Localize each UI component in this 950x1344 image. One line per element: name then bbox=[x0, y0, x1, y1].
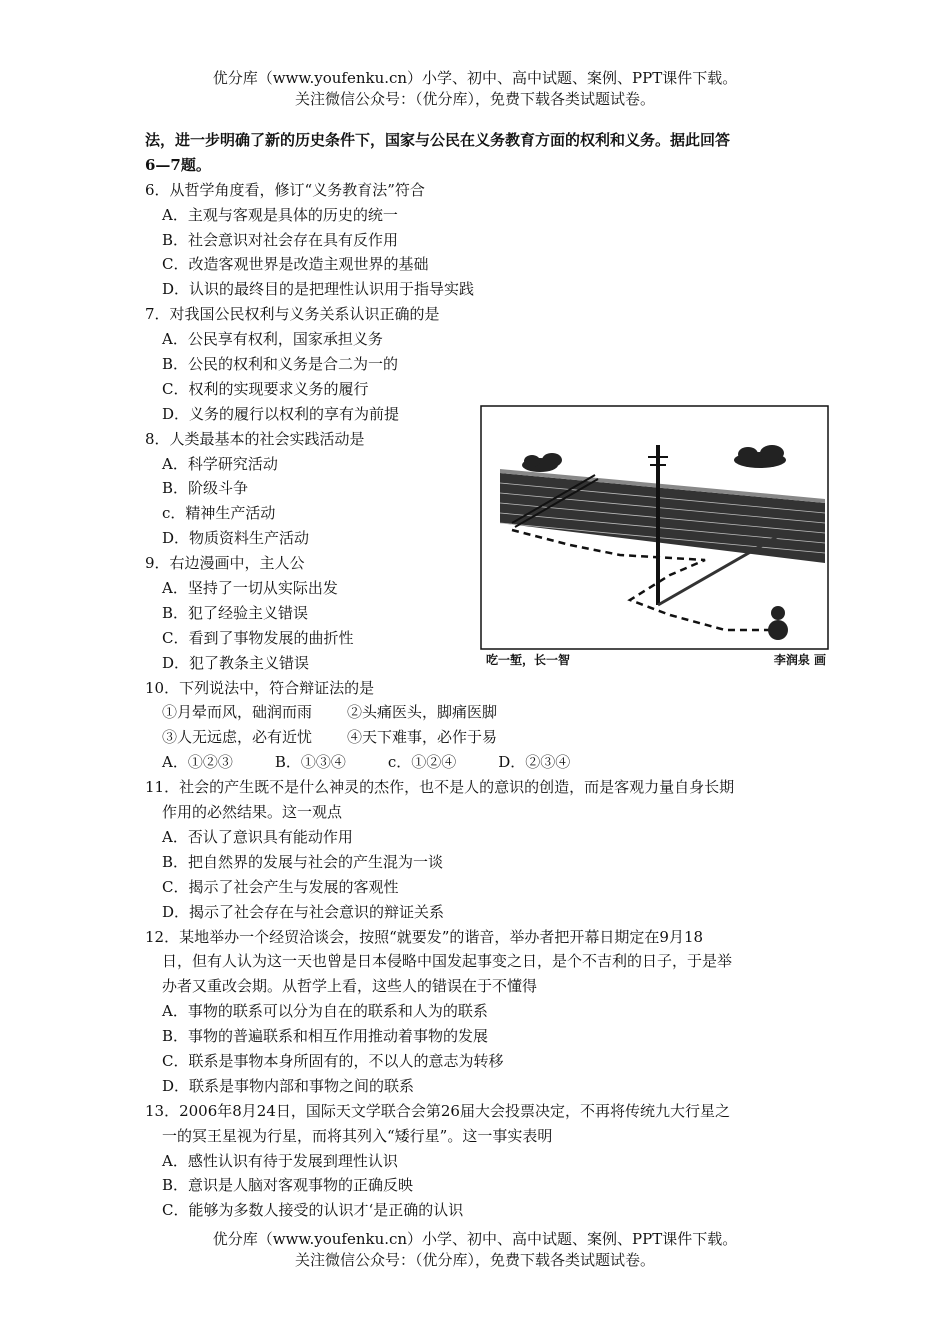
q13-stem-2: 一的冥王星视为行星，而将其列入“矮行星”。这一事实表明 bbox=[162, 1126, 553, 1145]
q10-option-d: D．②③④ bbox=[498, 753, 571, 772]
q10-options bbox=[145, 750, 815, 775]
q7-option-d: D．义务的履行以权利的享有为前提 bbox=[162, 404, 400, 423]
q9-option-b: B．犯了经验主义错误 bbox=[162, 603, 309, 622]
footer-line-2: 关注微信公众号：（优分库），免费下载各类试题试卷。 bbox=[294, 1251, 655, 1269]
q12-stem-1: 12．某地举办一个经贸洽谈会，按照“就要发”的谐音，举办者把开幕日期定在9月18 bbox=[145, 927, 704, 946]
cartoon-caption: 吃一堑，长一智 bbox=[486, 653, 571, 667]
q10-item-1: ①月晕而风，础润而雨 bbox=[162, 703, 313, 722]
q11-stem-1: 11．社会的产生既不是什么神灵的杰作，也不是人的意识的创造，而是客观力量自身长期 bbox=[145, 778, 735, 797]
q11-stem-2: 作用的必然结果。这一观点 bbox=[162, 803, 343, 822]
q12-stem-3: 办者又重改会期。从哲学上看，这些人的错误在于不懂得 bbox=[162, 977, 538, 996]
intro-line-1: 法，进一步明确了新的历史条件下，国家与公民在义务教育方面的权利和义务。据此回答 bbox=[145, 131, 731, 149]
cartoon-drawing bbox=[480, 405, 830, 650]
q9-option-c: C．看到了事物发展的曲折性 bbox=[162, 628, 354, 647]
q10-item-2: ②头痛医头，脚痛医脚 bbox=[347, 703, 498, 722]
q12-option-c: C．联系是事物本身所固有的，不以人的意志为转移 bbox=[162, 1051, 504, 1070]
q12-stem-2: 日，但有人认为这一天也曾是日本侵略中国发起事变之日，是个不吉利的日子，于是举 bbox=[162, 952, 733, 971]
q10-item-3: ③人无远虑，必有近忧 bbox=[162, 728, 313, 747]
q6-option-b: B．社会意识对社会存在具有反作用 bbox=[162, 230, 399, 249]
q8-stem: 8．人类最基本的社会实践活动是 bbox=[145, 429, 365, 448]
q13-option-c: C．能够为多数人接受的认识才‘是正确的认识 bbox=[162, 1201, 464, 1220]
q6-option-d: D．认识的最终目的是把理性认识用于指导实践 bbox=[162, 280, 475, 299]
q6-stem: 6．从哲学角度看，修订“义务教育法”符合 bbox=[145, 180, 425, 199]
q11-option-a: A．否认了意识具有能动作用 bbox=[162, 827, 353, 846]
q11-option-d: D．揭示了社会存在与社会意识的辩证关系 bbox=[162, 902, 445, 921]
q13-stem-1: 13．2006年8月24日，国际天文学联合会第26届大会投票决定，不再将传统九大行星之 bbox=[145, 1101, 730, 1120]
q6-option-a: A．主观与客观是具体的历史的统一 bbox=[162, 205, 398, 224]
q13-option-a: A．感性认识有待于发展到理性认识 bbox=[162, 1151, 398, 1170]
q8-option-c: c．精神生产活动 bbox=[162, 504, 276, 523]
q7-option-b: B．公民的权利和义务是合二为一的 bbox=[162, 355, 399, 374]
q10-option-b: B．①③④ bbox=[274, 753, 346, 772]
q12-option-a: A．事物的联系可以分为自在的联系和人为的联系 bbox=[162, 1002, 488, 1021]
footer-line-1: 优分库（www.youfenku.cn）小学、初中、高中试题、案例、PPT课件下载。 bbox=[212, 1230, 738, 1248]
q10-item-4: ④天下难事，必作于易 bbox=[347, 728, 498, 747]
page-footer bbox=[0, 1229, 950, 1271]
q7-option-a: A．公民享有权利，国家承担义务 bbox=[162, 330, 383, 349]
q10-stem: 10．下列说法中，符合辩证法的是 bbox=[145, 678, 375, 697]
q11-option-b: B．把自然界的发展与社会的产生混为一谈 bbox=[162, 852, 444, 871]
q11-option-c: C．揭示了社会产生与发展的客观性 bbox=[162, 877, 399, 896]
q8-option-b: B．阶级斗争 bbox=[162, 479, 249, 498]
page-header bbox=[0, 68, 950, 110]
q12-option-d: D．联系是事物内部和事物之间的联系 bbox=[162, 1076, 415, 1095]
q10-option-c: c．①②④ bbox=[387, 753, 457, 772]
q12-option-b: B．事物的普遍联系和相互作用推动着事物的发展 bbox=[162, 1027, 489, 1046]
header-line-2: 关注微信公众号：（优分库），免费下载各类试题试卷。 bbox=[294, 90, 655, 108]
exam-content bbox=[145, 128, 815, 1223]
q9-option-d: D．犯了教条主义错误 bbox=[162, 653, 310, 672]
q8-option-a: A．科学研究活动 bbox=[162, 454, 278, 473]
q10-items-row-2 bbox=[145, 725, 815, 750]
q9-option-a: A．坚持了一切从实际出发 bbox=[162, 579, 338, 598]
q6-option-c: C．改造客观世界是改造主观世界的基础 bbox=[162, 255, 429, 274]
q10-items-row-1 bbox=[145, 700, 815, 725]
cartoon-artist: 李润泉 画 bbox=[773, 653, 826, 667]
q7-stem: 7．对我国公民权利与义务关系认识正确的是 bbox=[145, 305, 440, 324]
q13-option-b: B．意识是人脑对客观事物的正确反映 bbox=[162, 1176, 414, 1195]
q9-stem: 9．右边漫画中，主人公 bbox=[145, 554, 305, 573]
intro-line-2: 6—7题。 bbox=[145, 155, 211, 174]
cartoon-illustration bbox=[480, 405, 830, 670]
header-line-1: 优分库（www.youfenku.cn）小学、初中、高中试题、案例、PPT课件下载。 bbox=[212, 69, 738, 87]
q10-option-a: A．①②③ bbox=[162, 753, 233, 772]
q8-option-d: D．物质资料生产活动 bbox=[162, 529, 310, 548]
q7-option-c: C．权利的实现要求义务的履行 bbox=[162, 379, 369, 398]
